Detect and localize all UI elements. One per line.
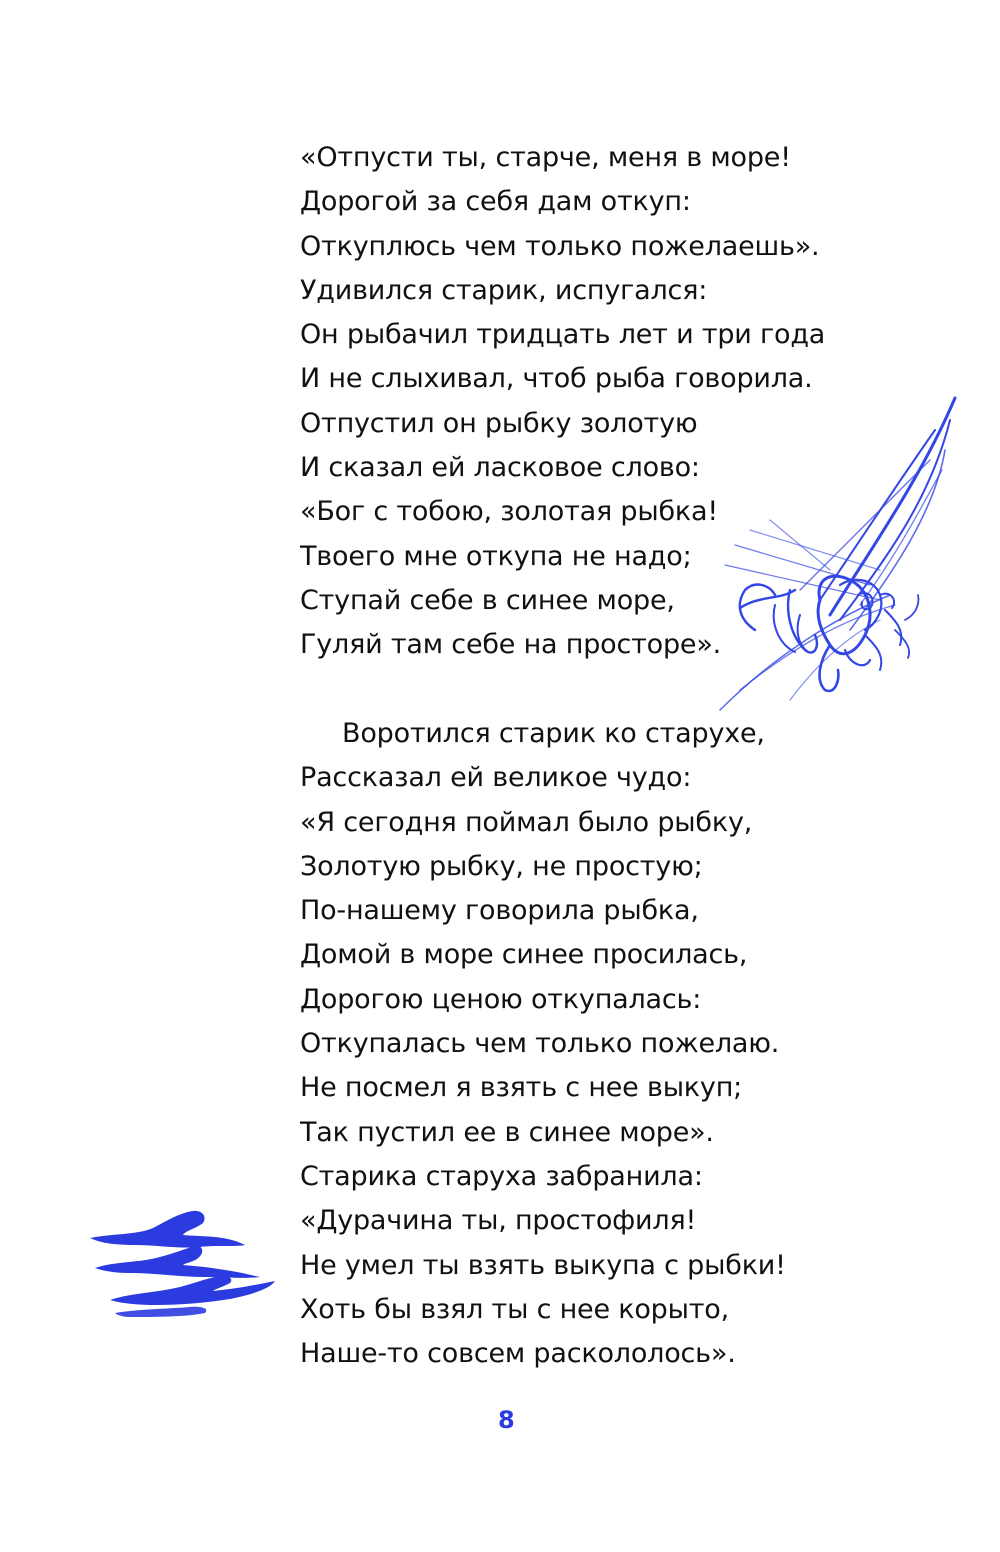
poem-line: Так пустил ее в синее море». <box>300 1116 714 1148</box>
goldfish-sketch-icon <box>680 390 980 735</box>
poem-line: «Бог с тобою, золотая рыбка! <box>300 496 719 528</box>
poem-line: Отпустил он рыбку золотую <box>300 407 698 439</box>
poem-line: Ступай себе в синее море, <box>300 584 675 616</box>
sea-waves-icon <box>85 1205 285 1325</box>
poem-line: Он рыбачил тридцать лет и три года <box>300 319 826 351</box>
poem-line: И сказал ей ласковое слово: <box>300 452 700 484</box>
poem-line: Не посмел я взять с нее выкуп; <box>300 1072 743 1104</box>
poem-line: Гуляй там себе на просторе». <box>300 629 722 661</box>
poem-stanza-2 <box>300 712 786 1376</box>
poem-line: Дорогою ценою откупалась: <box>300 983 702 1015</box>
poem-line: Твоего мне откупа не надо; <box>300 540 692 572</box>
poem-line: Наше-то совсем раскололось». <box>300 1338 736 1370</box>
poem-line: Хоть бы взял ты с нее корыто, <box>300 1293 729 1325</box>
poem-line: Дорогой за себя дам откуп: <box>300 186 691 218</box>
poem-line: «Дурачина ты, простофиля! <box>300 1205 697 1237</box>
poem-line: Не умел ты взять выкупа с рыбки! <box>300 1249 786 1281</box>
poem-line: «Я сегодня поймал было рыбку, <box>300 806 753 838</box>
poem-line: Старика старуха забранила: <box>300 1160 703 1192</box>
poem-line: Удивился старик, испугался: <box>300 274 708 306</box>
poem-line: Откупалась чем только пожелаю. <box>300 1028 780 1060</box>
poem-line: Рассказал ей великое чудо: <box>300 762 692 794</box>
poem-line: По-нашему говорила рыбка, <box>300 895 699 927</box>
poem-line: Откуплюсь чем только пожелаешь». <box>300 230 820 262</box>
poem-line: Золотую рыбку, не простую; <box>300 850 703 882</box>
poem-line: Воротился старик ко старухе, <box>342 718 765 749</box>
page-number: 8 <box>498 1406 515 1434</box>
poem-line: И не слыхивал, чтоб рыба говорила. <box>300 363 813 395</box>
poem-line: «Отпусти ты, старче, меня в море! <box>300 142 791 173</box>
poem-line: Домой в море синее просилась, <box>300 939 748 971</box>
